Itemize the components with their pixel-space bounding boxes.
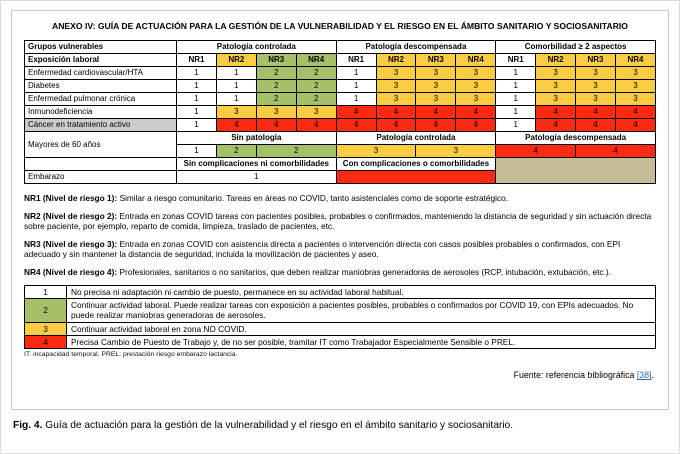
matrix-cell: 3 xyxy=(336,145,416,158)
matrix-cell: 1 xyxy=(336,80,376,93)
nr-header: NR2 xyxy=(536,54,576,67)
nr-definitions xyxy=(24,193,656,278)
matrix-cell: 3 xyxy=(456,93,496,106)
matrix-cell: 4 xyxy=(456,106,496,119)
nr-header-row xyxy=(25,54,656,67)
corner-grupos-vulnerables: Grupos vulnerables xyxy=(25,41,177,54)
matrix-cell: 3 xyxy=(576,67,616,80)
matrix-cell: 1 xyxy=(336,67,376,80)
matrix-cell: 1 xyxy=(496,106,536,119)
matrix-row xyxy=(25,93,656,106)
matrix-row xyxy=(25,80,656,93)
matrix-cell: 4 xyxy=(336,119,376,132)
matrix-cell: 1 xyxy=(177,119,217,132)
matrix-cell: 1 xyxy=(336,93,376,106)
reference-link[interactable]: [38] xyxy=(636,370,652,381)
nr-header: NR1 xyxy=(177,54,217,67)
matrix-cell: 1 xyxy=(496,93,536,106)
matrix-cell: 1 xyxy=(216,67,256,80)
mayores-group-header: Patología descompensada xyxy=(496,132,656,145)
nr-definition-lead: NR4 (Nivel de riesgo 4): xyxy=(24,267,118,278)
matrix-row xyxy=(25,67,656,80)
embarazo-header-left: Sin complicaciones ni comorbilidades xyxy=(177,158,337,171)
matrix-cell: 3 xyxy=(615,93,655,106)
nr-header: NR2 xyxy=(216,54,256,67)
embarazo-not-applicable-cell xyxy=(496,158,656,184)
row-label-mayores: Mayores de 60 años xyxy=(25,132,177,158)
matrix-cell: 3 xyxy=(416,80,456,93)
row-label: Inmunodeficiencia xyxy=(25,106,177,119)
matrix-row xyxy=(25,119,656,132)
source-line xyxy=(24,370,656,380)
matrix-cell: 1 xyxy=(177,171,337,184)
row-label: Cáncer en tratamiento activo xyxy=(25,119,177,132)
matrix-cell: 4 xyxy=(376,106,416,119)
risk-matrix-table xyxy=(24,40,656,184)
matrix-cell: 3 xyxy=(536,67,576,80)
matrix-cell: 3 xyxy=(615,67,655,80)
matrix-cell: 4 xyxy=(336,106,376,119)
matrix-cell: 3 xyxy=(376,67,416,80)
row-label-empty xyxy=(25,158,177,171)
mayores-group-header: Sin patología xyxy=(177,132,337,145)
nr-definition-lead: NR1 (Nivel de riesgo 1): xyxy=(24,193,118,203)
legend-text-cell: Continuar actividad laboral en zona NO COVID. xyxy=(67,322,656,335)
matrix-cell: 1 xyxy=(496,67,536,80)
matrix-cell: 3 xyxy=(576,93,616,106)
nr-header: NR3 xyxy=(256,54,296,67)
matrix-cell: 1 xyxy=(177,67,217,80)
matrix-cell: 1 xyxy=(216,80,256,93)
nr-definition: NR3 (Nivel de riesgo 3): Entrada en zonas COVID con asistencia directa a pacientes o intervención directa con casos posibles probables o confirmados, con EPI adecuado y sin mantener la distancia de seguridad, incluida la movilización de pacientes y aseo. xyxy=(24,238,621,260)
matrix-cell: 4 xyxy=(216,119,256,132)
matrix-cell: 4 xyxy=(416,119,456,132)
matrix-cell: 1 xyxy=(177,80,217,93)
legend-row xyxy=(25,299,656,323)
nr-definition: NR4 (Nivel de riesgo 4): Profesionales, sanitarios o no sanitarios, que deben realizar maniobras generadoras de aerosoles (RCP, intubación, extubación, etc.). xyxy=(24,267,611,278)
matrix-cell: 3 xyxy=(416,93,456,106)
legend-row xyxy=(25,322,656,335)
nr-header: NR1 xyxy=(336,54,376,67)
annex-title: ANEXO IV: GUÍA DE ACTUACIÓN PARA LA GESTIÓN DE LA VULNERABILIDAD Y EL RIESGO EN EL ÁMBITO SANITARIO Y SOCIOSANITARIO xyxy=(52,21,628,31)
group-header: Comorbilidad ≥ 2 aspectos xyxy=(496,41,656,54)
legend-table xyxy=(24,285,656,350)
nr-definition-lead: NR2 (Nivel de riesgo 2): xyxy=(24,210,118,221)
matrix-cell: 4 xyxy=(615,106,655,119)
matrix-cell: 4 xyxy=(376,119,416,132)
matrix-cell: 3 xyxy=(536,93,576,106)
nr-header: NR3 xyxy=(576,54,616,67)
embarazo-header-right: Con complicaciones o comorbilidades xyxy=(336,158,496,171)
matrix-cell: 4 xyxy=(496,145,576,158)
nr-definition-lead: NR3 (Nivel de riesgo 3): xyxy=(24,238,118,249)
matrix-cell: 2 xyxy=(296,80,336,93)
matrix-cell: 1 xyxy=(177,106,217,119)
source-suffix: . xyxy=(651,370,654,381)
matrix-cell: 4 xyxy=(456,119,496,132)
matrix-row xyxy=(25,106,656,119)
legend-row xyxy=(25,285,656,298)
matrix-cell: 2 xyxy=(256,80,296,93)
matrix-cell: 3 xyxy=(216,106,256,119)
row-label: Enfermedad pulmonar crónica xyxy=(25,93,177,106)
matrix-cell: 3 xyxy=(576,80,616,93)
legend-text-cell: No precisa ni adaptación ni cambio de puesto, permanece en su actividad laboral habitual. xyxy=(67,285,656,298)
legend-code-cell: 1 xyxy=(25,285,67,298)
matrix-group-header-row xyxy=(25,41,656,54)
matrix-cell: 2 xyxy=(256,145,336,158)
matrix-cell: 4 xyxy=(576,119,616,132)
matrix-cell: 3 xyxy=(296,106,336,119)
matrix-cell: 1 xyxy=(177,93,217,106)
matrix-cell: 4 xyxy=(416,106,456,119)
matrix-cell: 2 xyxy=(256,93,296,106)
abbreviations-footnote: IT: incapacidad temporal. PREL: prestación riesgo embarazo lactancia. xyxy=(24,351,238,359)
embarazo-header-row xyxy=(25,158,656,171)
matrix-cell: 4 xyxy=(615,119,655,132)
matrix-cell: 4 xyxy=(536,119,576,132)
matrix-cell: 3 xyxy=(416,67,456,80)
figure-box xyxy=(11,10,669,410)
matrix-cell: 3 xyxy=(536,80,576,93)
legend-row xyxy=(25,336,656,349)
row-label: Enfermedad cardiovascular/HTA xyxy=(25,67,177,80)
nr-header: NR1 xyxy=(496,54,536,67)
matrix-cell: 3 xyxy=(376,93,416,106)
matrix-cell: 4 xyxy=(296,119,336,132)
matrix-cell: 3 xyxy=(456,67,496,80)
matrix-cell: 2 xyxy=(216,145,256,158)
legend-code-cell: 2 xyxy=(25,299,67,323)
corner-exposicion-laboral: Exposición laboral xyxy=(25,54,177,67)
legend-code-cell: 3 xyxy=(25,322,67,335)
nr-header: NR2 xyxy=(376,54,416,67)
nr-header: NR4 xyxy=(296,54,336,67)
matrix-cell: 3 xyxy=(256,106,296,119)
matrix-cell xyxy=(336,171,496,184)
nr-definition: NR2 (Nivel de riesgo 2): Entrada en zonas COVID tareas con pacientes posibles, probables o confirmados, manteniendo la distancia de seguridad y sin actuación directa sobre paciente, por ejemplo, reparto de comida, limpieza, traslado de pacientes, etc. xyxy=(24,210,652,232)
matrix-cell: 4 xyxy=(576,106,616,119)
figure-caption-text: Guía de actuación para la gestión de la vulnerabilidad y el riesgo en el ámbito sanitario y sociosanitario. xyxy=(45,420,514,431)
figure-caption xyxy=(11,420,669,431)
legend-text-cell: Continuar actividad laboral. Puede realizar tareas con exposición a pacientes posibles, probables o confirmados por COVID 19, con EPIs adecuados. No puede realizar maniobras generadoras de aerosoles. xyxy=(67,299,656,323)
group-header: Patología controlada xyxy=(177,41,337,54)
matrix-cell: 3 xyxy=(615,80,655,93)
matrix-cell: 1 xyxy=(496,119,536,132)
matrix-cell: 2 xyxy=(296,93,336,106)
matrix-cell: 4 xyxy=(256,119,296,132)
mayores-header-row xyxy=(25,132,656,145)
matrix-cell: 1 xyxy=(216,93,256,106)
source-prefix: Fuente: referencia bibliográfica xyxy=(513,370,637,381)
matrix-cell: 1 xyxy=(177,145,217,158)
nr-definition: NR1 (Nivel de riesgo 1): Similar a riesgo comunitario. Tareas en áreas no COVID, tanto asistenciales como de soporte estratégico. xyxy=(24,193,509,203)
nr-header: NR4 xyxy=(615,54,655,67)
row-label-embarazo: Embarazo xyxy=(25,171,177,184)
legend-code-cell: 4 xyxy=(25,336,67,349)
legend-text-cell: Precisa Cambio de Puesto de Trabajo y, de no ser posible, tramitar IT como Trabajador Especialmente Sensible o PREL. xyxy=(67,336,656,349)
matrix-cell: 4 xyxy=(536,106,576,119)
nr-header: NR3 xyxy=(416,54,456,67)
matrix-cell: 2 xyxy=(296,67,336,80)
mayores-group-header: Patología controlada xyxy=(336,132,496,145)
figure-caption-label: Fig. 4. xyxy=(13,420,43,431)
matrix-cell: 3 xyxy=(416,145,496,158)
nr-header: NR4 xyxy=(456,54,496,67)
matrix-cell: 1 xyxy=(496,80,536,93)
matrix-cell: 3 xyxy=(376,80,416,93)
group-header: Patología descompensada xyxy=(336,41,496,54)
row-label: Diabetes xyxy=(25,80,177,93)
matrix-cell: 4 xyxy=(576,145,656,158)
matrix-cell: 3 xyxy=(456,80,496,93)
matrix-cell: 2 xyxy=(256,67,296,80)
